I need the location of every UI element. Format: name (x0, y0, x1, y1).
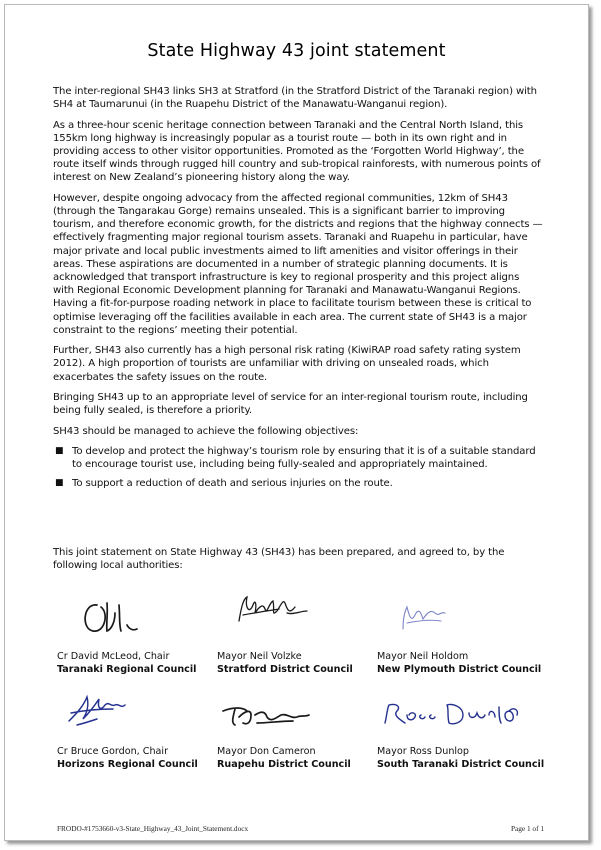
signatory-name: Mayor Ross Dunlop (377, 746, 470, 757)
signatory-name: Mayor Neil Volzke (217, 651, 302, 662)
signatory-name: Mayor Neil Holdom (377, 651, 469, 662)
objectives-list (53, 445, 543, 491)
signature-mcleod (57, 599, 167, 639)
signature-volzke (217, 593, 327, 635)
paragraph: As a three-hour scenic heritage connection between Taranaki and the Central North Island, this 155km long highway is increasingly popular as a tourist route — both in its own right and in providing access to other visitor opportunities. Promoted as the ‘Forgotten World Highway’, the route itself winds through rugged hill country and sub-tropical rainforests, with numerous points of interest on New Zealand’s pioneering history along the way. (53, 119, 541, 184)
paragraph: Further, SH43 also currently has a high personal risk rating (KiwiRAP road safety rating system 2012). A high proportion of tourists are unfamiliar with driving on unsealed roads, which exacerbates the safety issues on the route. (53, 345, 521, 383)
document-body (53, 85, 543, 498)
document-page (4, 4, 589, 841)
closing-paragraph: This joint statement on State Highway 43 (SH43) has been prepared, and agreed to, by the following local authorities: (53, 547, 505, 572)
paragraph: The inter-regional SH43 links SH3 at Stratford (in the Stratford District of the Taranaki region) with SH4 at Taumarunui (in the Ruapehu District of the Manawatu-Wanganui region). (53, 86, 537, 111)
list-item (53, 477, 543, 490)
signatory-organisation: Stratford District Council (217, 664, 353, 675)
signatory-organisation: Taranaki Regional Council (57, 664, 197, 675)
paragraph: However, despite ongoing advocacy from the affected regional communities, 12km of SH43 (through the Tangarakau Gorge) remains unsealed. This is a significant barrier to improving tourism, and therefore economic growth, for the districts and regions that the highway connects — effectively fragmenting major regional tourism assets. Taranaki and Ruapehu in particular, have major private and local public investments aimed to lift amenities and visitor offerings in their areas. These aspirations are documented in a number of strategic planning documents. It is acknowledged that transport infrastructure is key to regional prosperity and this project aligns with Regional Economic Development planning for Taranaki and Manawatu-Wanganui Regions. Having a fit-for-purpose roading network in place to facilitate tourism between these is critical to optimise leveraging off the facilities available in each area. The current state of SH43 is a major constraint to the regions’ meeting their potential. (53, 192, 543, 336)
objective-text: To support a reduction of death and serious injuries on the route. (72, 478, 393, 490)
square-bullet-icon: ■ (55, 478, 64, 489)
footer-filename: FRODO-#1753660-v3-State_Highway_43_Joint_Statement.docx (57, 824, 249, 833)
signatory-name: Cr David McLeod, Chair (57, 651, 170, 662)
signatory-organisation: Horizons Regional Council (57, 759, 198, 770)
signatory-organisation: Ruapehu District Council (217, 759, 351, 770)
signatory-name: Mayor Don Cameron (217, 746, 316, 757)
document-title: State Highway 43 joint statement (147, 41, 446, 61)
signature-gordon (57, 689, 167, 733)
objective-text: To develop and protect the highway’s tourism role by ensuring that it is of a suitable standard to encourage tourist use, including being fully-sealed and appropriately maintained. (72, 446, 536, 471)
paragraph: SH43 should be managed to achieve the following objectives: (53, 425, 359, 437)
footer-page-number: Page 1 of 1 (510, 824, 544, 833)
square-bullet-icon: ■ (55, 446, 64, 456)
signature-dunlop (377, 693, 527, 733)
signatory-name: Cr Bruce Gordon, Chair (57, 746, 169, 757)
signature-holdom (377, 599, 487, 641)
list-item (53, 445, 543, 471)
signature-cameron (217, 693, 337, 733)
signatory-organisation: New Plymouth District Council (377, 664, 542, 675)
signatory-organisation: South Taranaki District Council (377, 759, 545, 770)
paragraph: Bringing SH43 up to an appropriate level of service for an inter-regional tourism route, including being fully sealed, is therefore a priority. (53, 392, 528, 417)
